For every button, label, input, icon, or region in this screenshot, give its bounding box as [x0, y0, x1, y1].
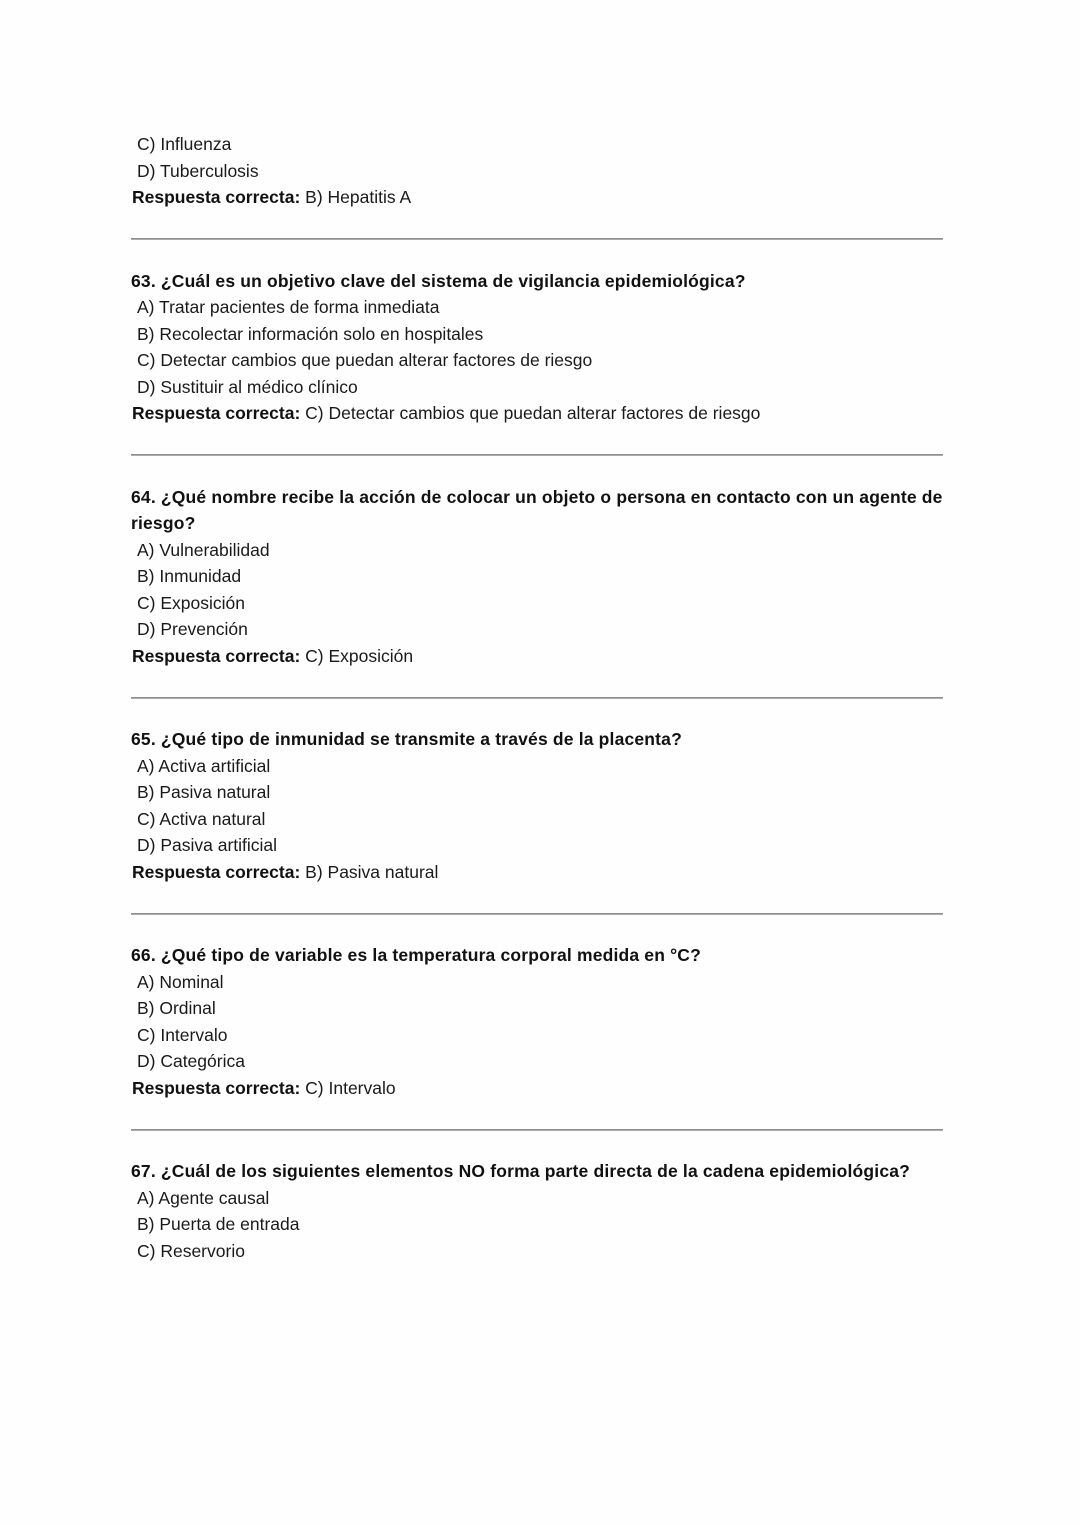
question-block-65	[131, 726, 943, 885]
answer-value: B) Pasiva natural	[305, 861, 439, 882]
option-item: A) Activa artificial	[137, 755, 271, 776]
answer-label: Respuesta correcta:	[132, 403, 301, 423]
option-item: D) Pasiva artificial	[137, 835, 278, 855]
option-item: A) Vulnerabilidad	[137, 539, 270, 560]
answer-value: C) Intervalo	[305, 1077, 396, 1098]
option-item: D) Prevención	[137, 619, 248, 639]
option-item: A) Nominal	[137, 971, 224, 992]
question-block-67	[131, 1158, 943, 1264]
answer-line	[131, 643, 943, 670]
divider-line	[131, 697, 943, 699]
option-item: C) Exposición	[137, 592, 245, 613]
answer-line	[131, 859, 943, 886]
option-item: B) Recolectar información solo en hospitales	[137, 323, 484, 344]
section-divider	[131, 211, 943, 268]
answer-line	[131, 1075, 943, 1102]
section-divider	[131, 1101, 943, 1158]
answer-label: Respuesta correcta:	[132, 1077, 301, 1098]
option-item: C) Reservorio	[137, 1240, 245, 1261]
question-heading: 63. ¿Cuál es un objetivo clave del sistema de vigilancia epidemiológica?	[131, 270, 746, 291]
section-divider	[131, 427, 943, 484]
section-divider	[131, 669, 943, 726]
answer-line	[131, 400, 943, 427]
divider-line	[131, 913, 943, 915]
question-block-64	[131, 484, 943, 670]
option-item: B) Pasiva natural	[137, 782, 271, 802]
option-item: D) Tuberculosis	[137, 160, 259, 181]
option-item: B) Inmunidad	[137, 566, 242, 586]
answer-value: B) Hepatitis A	[305, 187, 412, 207]
answer-label: Respuesta correcta:	[132, 861, 301, 882]
answer-label: Respuesta correcta:	[132, 187, 301, 207]
option-item: C) Intervalo	[137, 1024, 228, 1045]
option-item: D) Sustituir al médico clínico	[137, 376, 358, 397]
divider-line	[131, 454, 943, 456]
question-heading: 65. ¿Qué tipo de inmunidad se transmite a través de la placenta?	[131, 729, 682, 749]
option-item: D) Categórica	[137, 1051, 245, 1071]
question-heading: 67. ¿Cuál de los siguientes elementos NO forma parte directa de la cadena epidemiológica?	[131, 1161, 910, 1181]
option-item: C) Activa natural	[137, 808, 266, 829]
option-item: A) Agente causal	[137, 1187, 270, 1208]
divider-line	[131, 238, 943, 240]
section-divider	[131, 885, 943, 942]
question-block-continued	[131, 131, 943, 211]
answer-label: Respuesta correcta:	[132, 645, 301, 666]
option-item: B) Ordinal	[137, 998, 216, 1018]
option-item: A) Tratar pacientes de forma inmediata	[137, 297, 440, 317]
question-heading: 64. ¿Qué nombre recibe la acción de colocar un objeto o persona en contacto con un agente de riesgo?	[131, 486, 943, 533]
question-block-66	[131, 942, 943, 1101]
answer-line	[131, 184, 943, 211]
question-block-63	[131, 268, 943, 427]
option-item: C) Detectar cambios que puedan alterar factores de riesgo	[137, 350, 593, 370]
option-item: B) Puerta de entrada	[137, 1214, 300, 1234]
answer-value: C) Detectar cambios que puedan alterar factores de riesgo	[305, 403, 761, 423]
page-content	[131, 131, 943, 1264]
question-heading: 66. ¿Qué tipo de variable es la temperatura corporal medida en °C?	[131, 945, 701, 965]
option-item: C) Influenza	[137, 134, 232, 154]
divider-line	[131, 1129, 943, 1131]
answer-value: C) Exposición	[305, 645, 414, 666]
